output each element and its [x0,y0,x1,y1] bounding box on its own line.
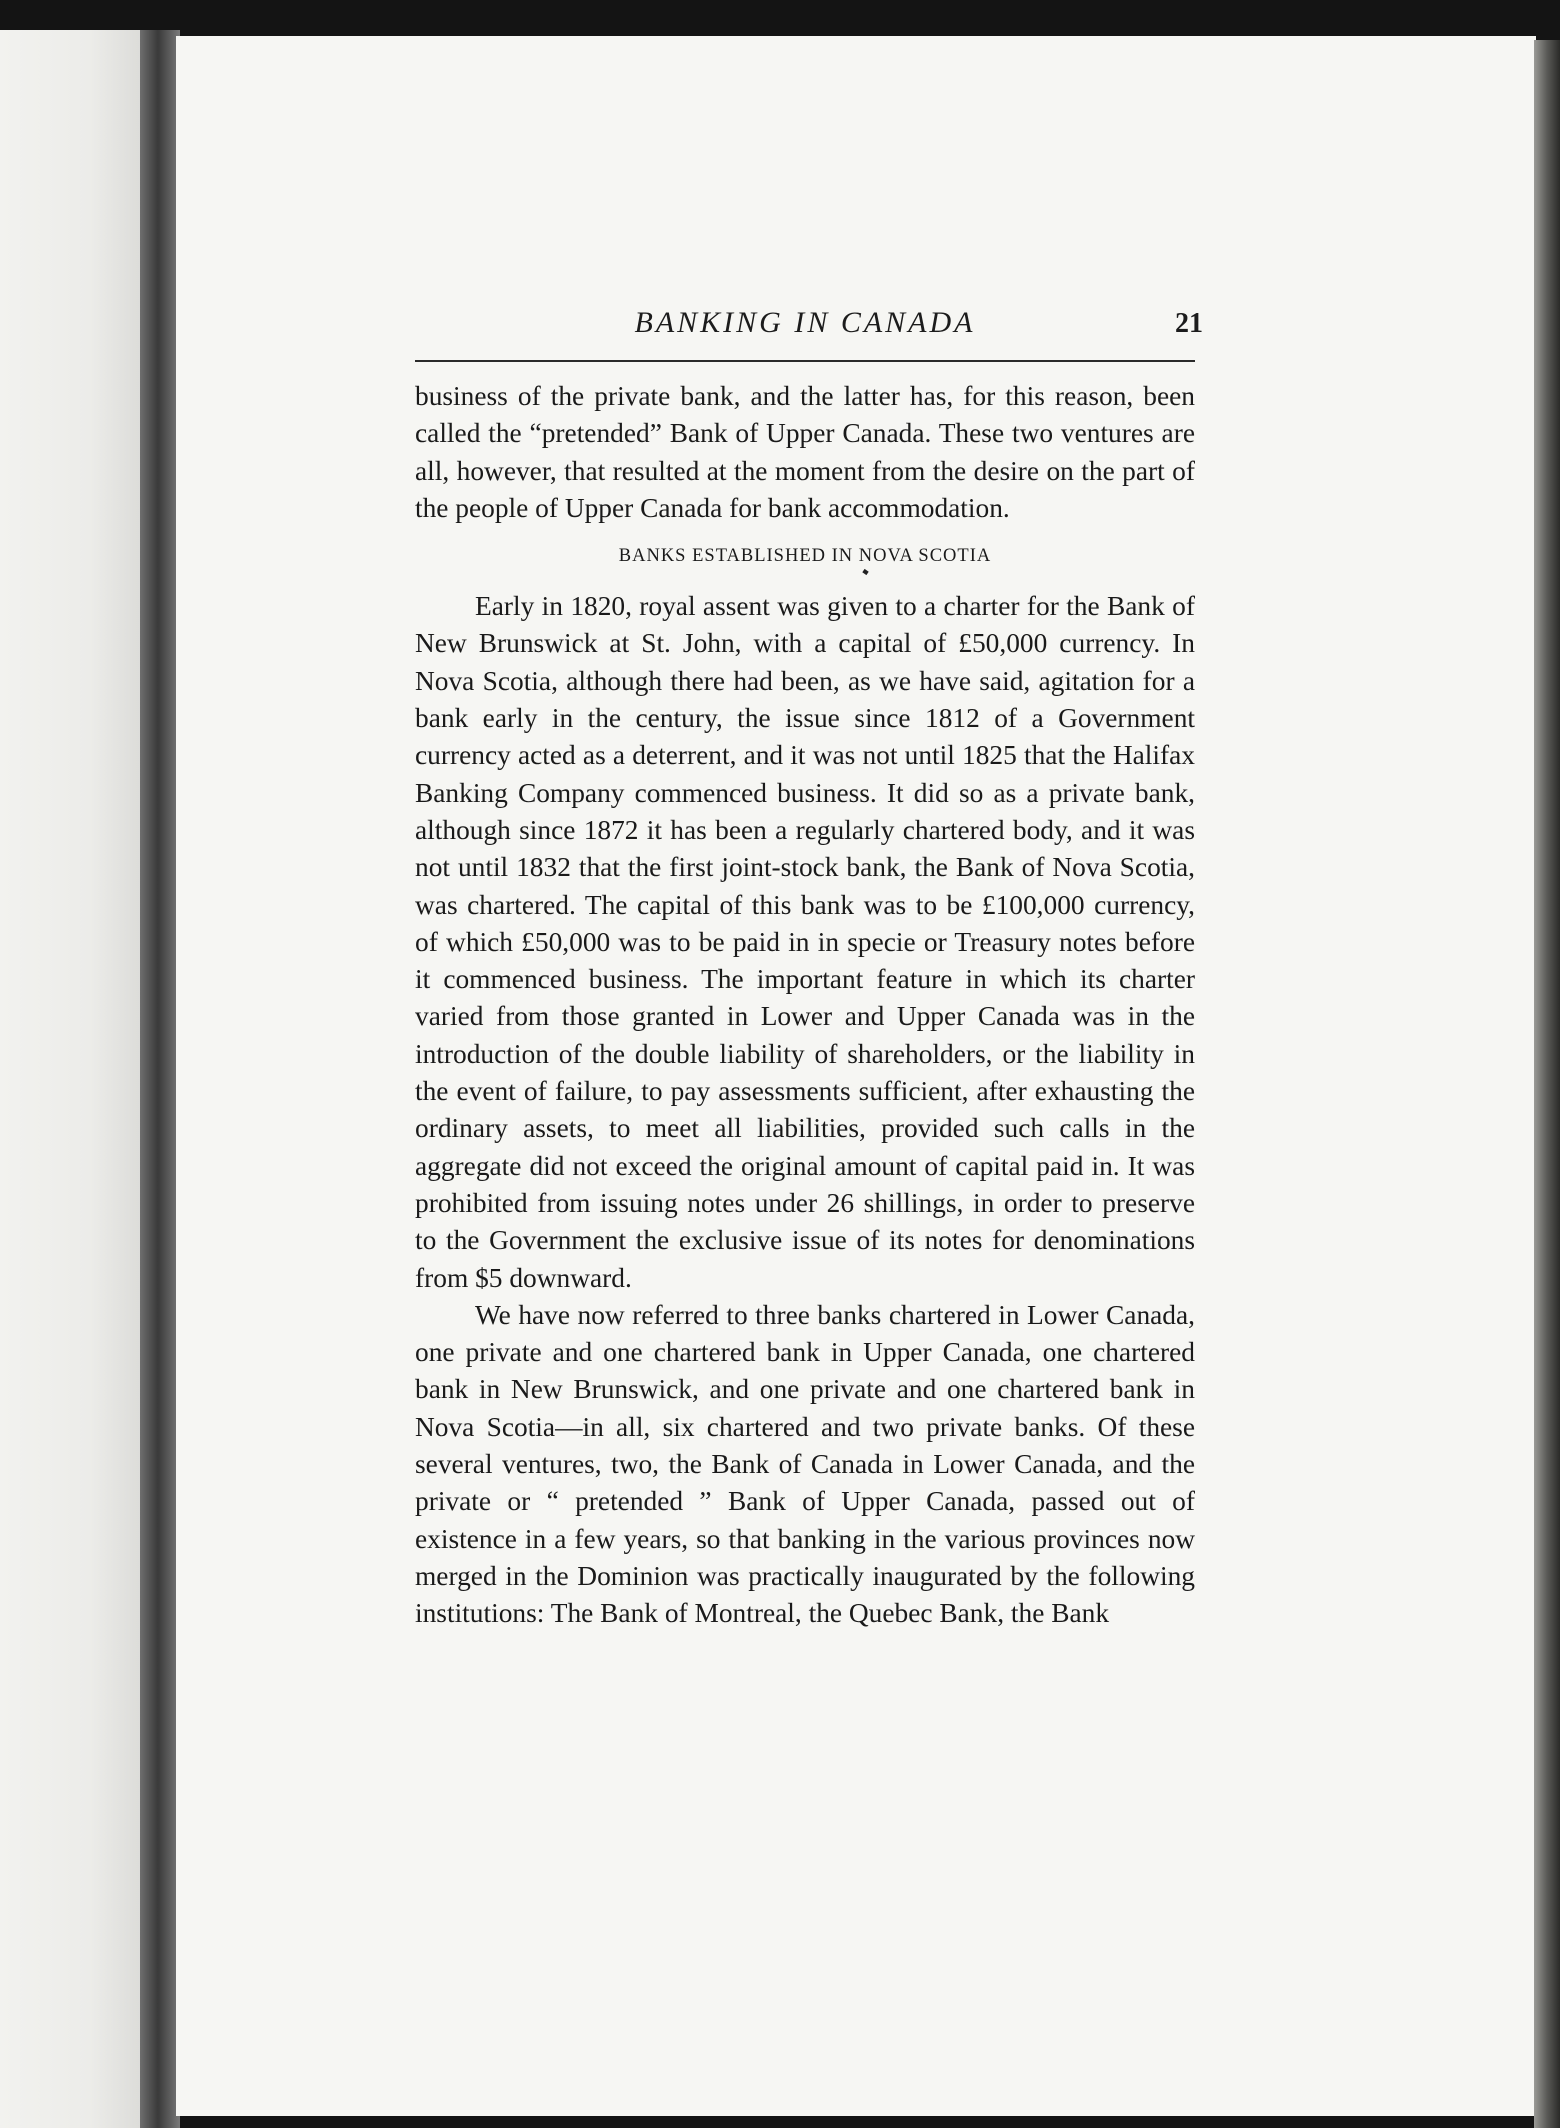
running-header [415,306,1203,358]
header-rule [415,360,1195,362]
section-heading: BANKS ESTABLISHED IN NOVA SCOTIA [618,546,992,567]
paragraph-continued: business of the private bank, and the latter has, for this reason, been called the “pretended” Bank of Upper Canada. These two ventures are all, however, that resulted at the moment from the desire on the part of the people of Upper Canada for bank accommodation. [415,381,1195,523]
page-number: 21 [1175,308,1203,339]
page-body [415,378,1195,1633]
paragraph-nova-scotia: Early in 1820, royal assent was given to a charter for the Bank of New Brunswick at St. John, with a capital of £50,000 currency. In Nova Scotia, although there had been, as we have said, agitation for a bank early in the century, the issue since 1812 of a Government currency acted as a deterrent, and it was not until 1825 that the Halifax Banking Company commenced business. It did so as a private bank, although since 1872 it has been a regularly chartered body, and it was not until 1832 that the first joint-stock bank, the Bank of Nova Scotia, was chartered. The capital of this bank was to be £100,000 currency, of which £50,000 was to be paid in in specie or Treasury notes before it commenced business. The important feature in which its charter varied from those granted in Lower and Upper Canada was in the introduction of the double liability of shareholders, or the liability in the event of failure, to pay assessments sufficient, after exhausting the ordinary assets, to meet all liabilities, provided such calls in the aggregate did not exceed the original amount of capital paid in. It was prohibited from issuing notes under 26 shillings, in order to preserve to the Government the exclusive issue of its notes for denominations from $5 downward. [415,591,1195,1293]
book-gutter-shadow [140,30,180,2128]
left-page-margin [0,30,150,2128]
page-edge-stack [1534,40,1560,2128]
running-header-title: BANKING IN CANADA [634,306,976,339]
paragraph-summary: We have now referred to three banks chartered in Lower Canada, one private and one chartered bank in Upper Canada, one chartered bank in New Brunswick, and one private and one chartered bank in Nova Scotia—in all, six chartered and two private banks. Of these several ventures, two, the Bank of Canada in Lower Canada, and the private or “ pretended ” Bank of Upper Canada, passed out of existence in a few years, so that banking in the various provinces now merged in the Dominion was practically inaugurated by the following institutions: The Bank of Montreal, the Quebec Bank, the Bank [415,1299,1195,1629]
